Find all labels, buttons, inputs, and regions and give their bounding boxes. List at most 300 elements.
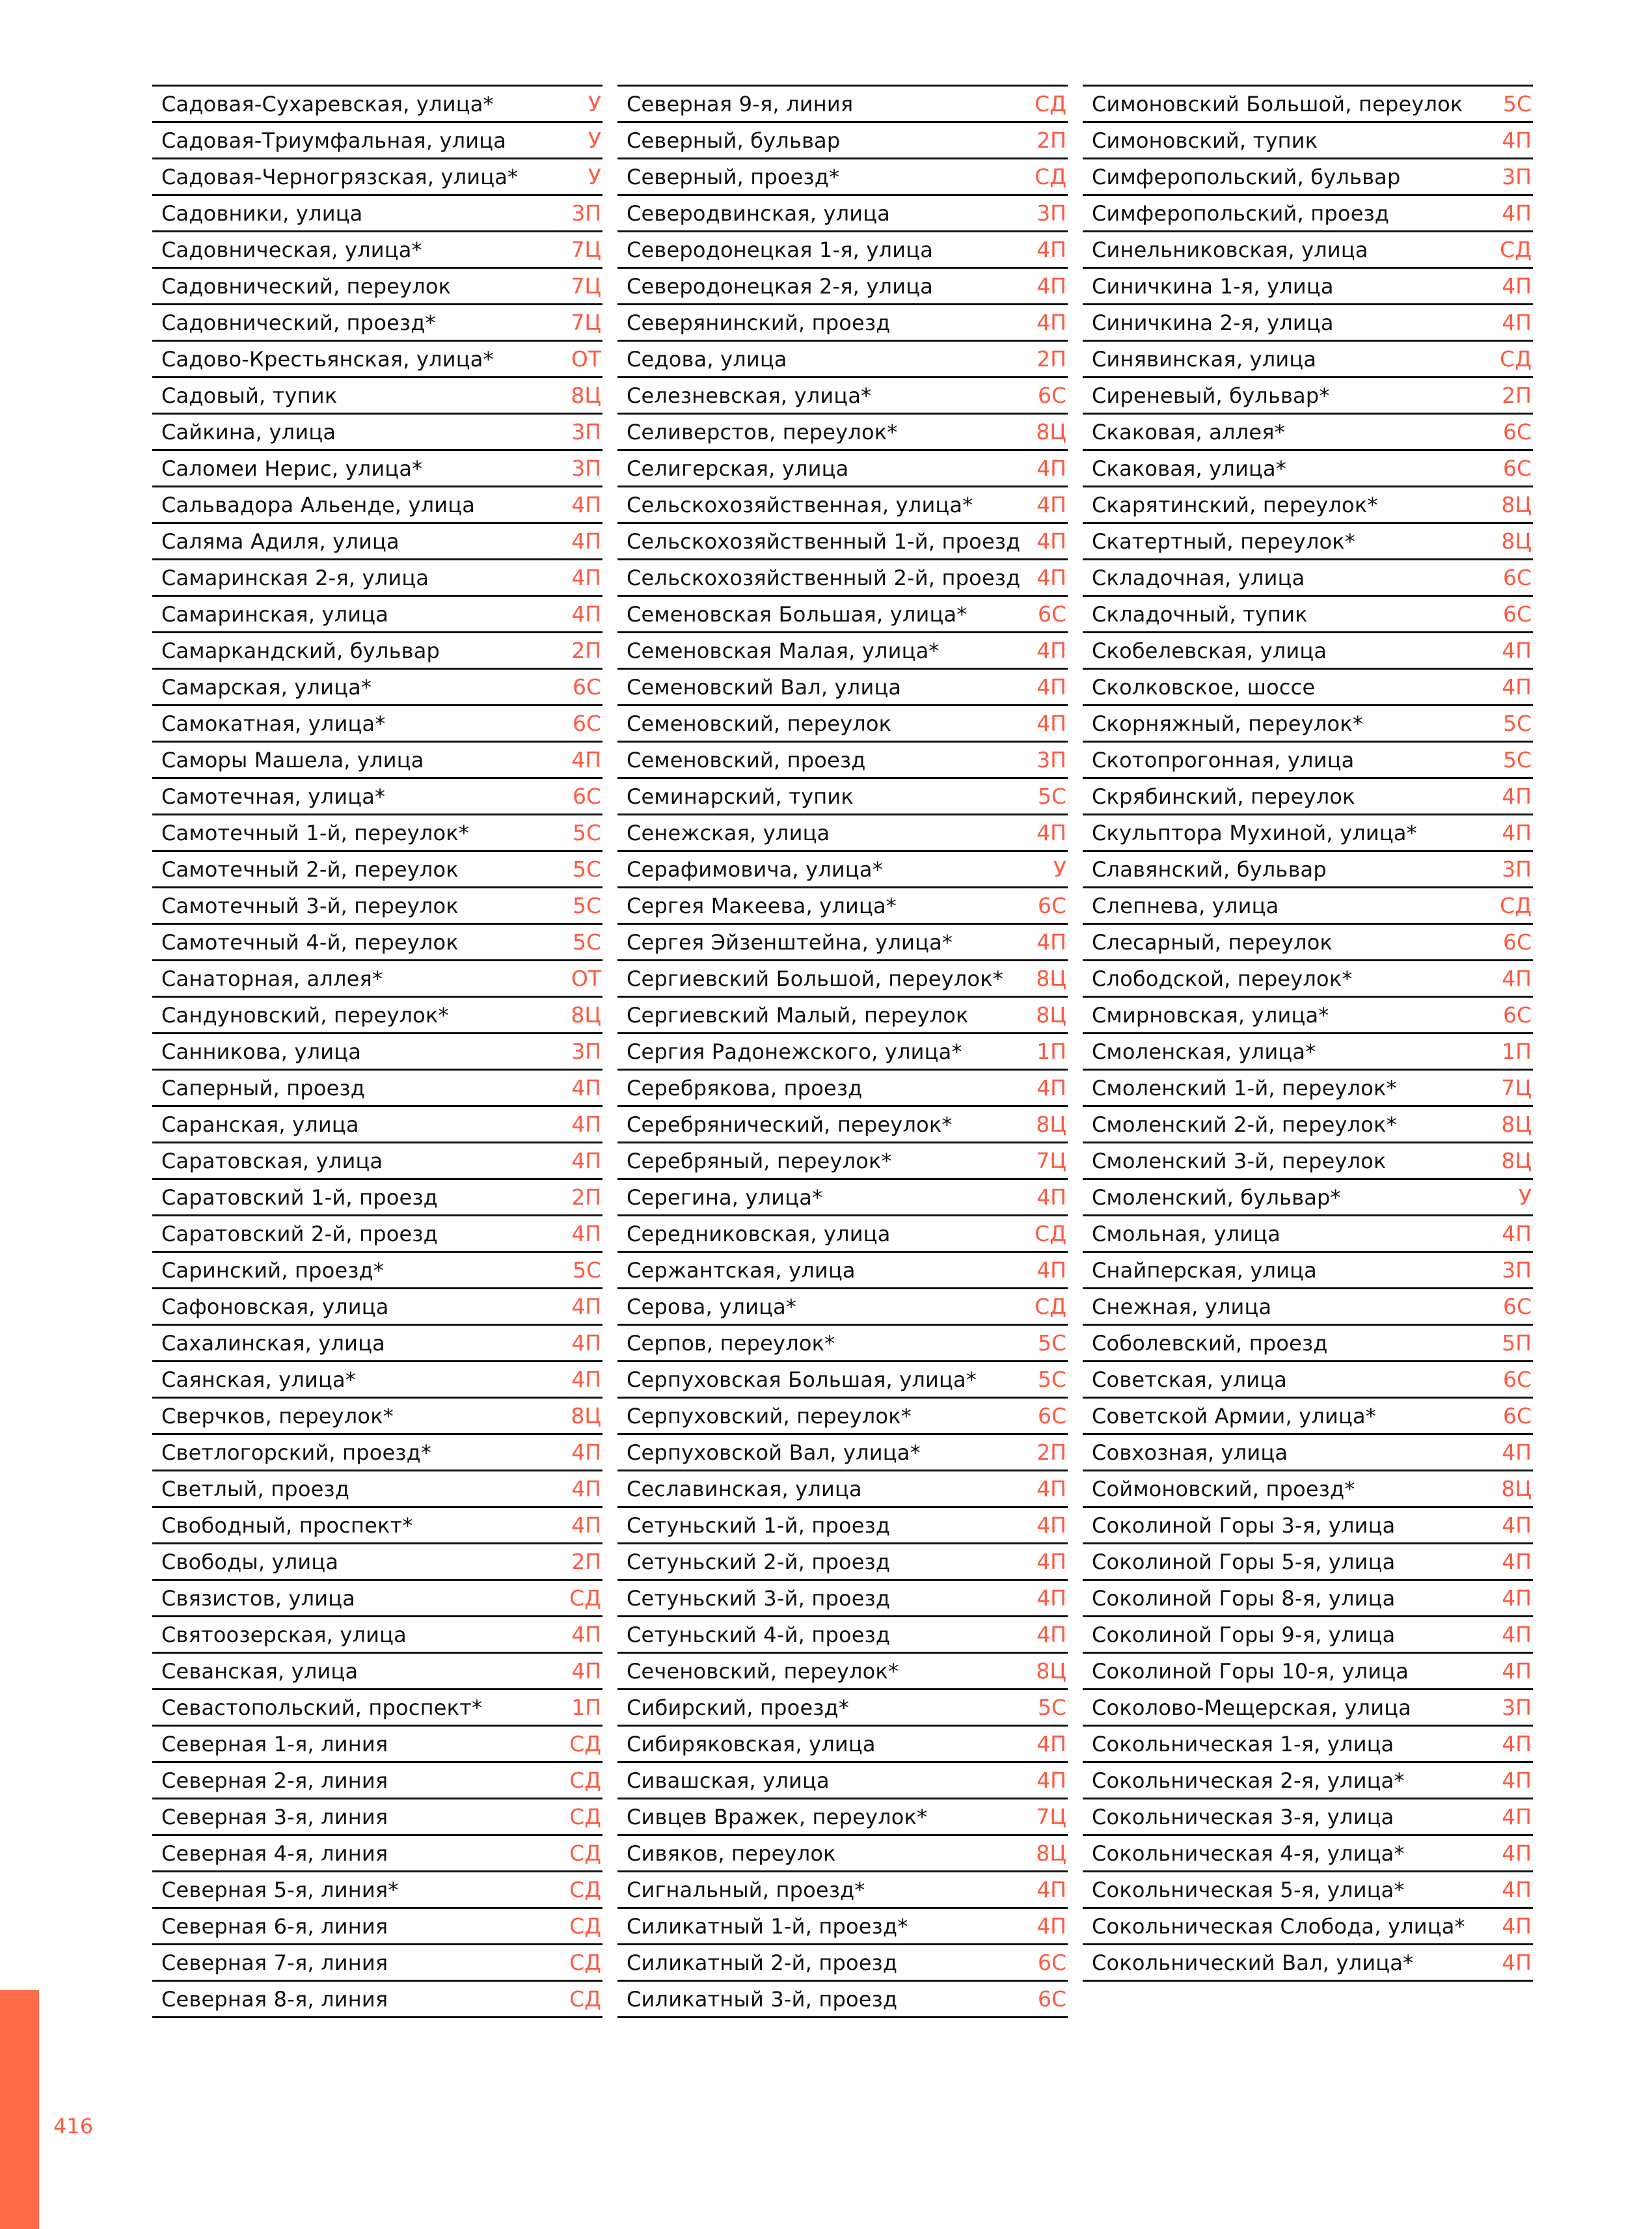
street-name: Северная 3-я, линия — [161, 1804, 388, 1829]
street-index-column-3 — [1083, 85, 1533, 1980]
map-zone-code: 4П — [1502, 1585, 1532, 1611]
street-name: Сокольнический Вал, улица* — [1092, 1950, 1414, 1975]
street-name: Смоленский, бульвар* — [1092, 1184, 1341, 1210]
street-name: Соколиной Горы 5-я, улица — [1092, 1549, 1396, 1574]
street-name: Самотечная, улица* — [161, 784, 386, 809]
map-zone-code: 3П — [1502, 856, 1532, 882]
map-zone-code: 5С — [1037, 1367, 1066, 1392]
street-name: Святоозерская, улица — [161, 1622, 407, 1647]
street-entry — [617, 157, 1068, 196]
map-zone-code: 4П — [1502, 1221, 1532, 1246]
map-zone-code: 8Ц — [571, 383, 601, 408]
map-zone-code: 3П — [1502, 164, 1532, 189]
street-name: Северодвинская, улица — [627, 200, 891, 226]
street-name: Смоленский 2-й, переулок* — [1092, 1112, 1397, 1137]
street-name: Сибиряковская, улица — [627, 1731, 876, 1757]
street-name: Складочная, улица — [1092, 565, 1305, 590]
street-name: Селиверстов, переулок* — [627, 419, 898, 444]
street-name: Саперный, проезд — [161, 1075, 366, 1101]
street-name: Сокольническая 4-я, улица* — [1092, 1840, 1405, 1866]
map-zone-code: 4П — [1502, 1512, 1532, 1538]
map-zone-code: СД — [1035, 91, 1066, 116]
street-entry — [152, 777, 603, 815]
map-zone-code: 2П — [1036, 346, 1066, 372]
street-entry — [152, 959, 603, 998]
street-name: Самотечный 4-й, переулок — [161, 929, 459, 955]
street-entry — [1083, 741, 1533, 779]
street-entry — [152, 1324, 603, 1362]
street-name: Саранская, улица — [161, 1112, 359, 1137]
street-name: Северная 7-я, линия — [161, 1950, 388, 1975]
street-name: Садовнический, проезд* — [161, 310, 436, 335]
street-name: Садово-Крестьянская, улица* — [161, 346, 494, 372]
map-zone-code: 4П — [1036, 492, 1066, 517]
street-name: Северная 5-я, линия* — [161, 1877, 399, 1902]
map-zone-code: 4П — [571, 747, 601, 773]
map-zone-code: 4П — [1036, 674, 1066, 700]
map-zone-code: 6С — [1502, 1002, 1532, 1028]
street-entry — [1083, 85, 1533, 123]
street-name: Славянский, бульвар — [1092, 856, 1327, 882]
street-name: Связистов, улица — [161, 1585, 356, 1611]
map-zone-code: СД — [569, 1913, 601, 1939]
map-zone-code: 4П — [1036, 310, 1066, 335]
street-name: Садовая-Триумфальная, улица — [161, 128, 507, 153]
map-zone-code: 4П — [1502, 966, 1532, 991]
street-entry — [152, 1798, 603, 1836]
map-zone-code: 5С — [572, 893, 601, 918]
street-entry — [1083, 1105, 1533, 1143]
map-zone-code: 5С — [1502, 91, 1532, 116]
street-entry — [617, 1579, 1068, 1617]
street-entry — [1083, 340, 1533, 378]
street-name: Складочный, тупик — [1092, 601, 1308, 627]
street-name: Саляма Адиля, улица — [161, 528, 399, 554]
street-entry — [617, 959, 1068, 998]
street-entry — [617, 1360, 1068, 1399]
map-zone-code: 4П — [1502, 128, 1532, 153]
street-entry — [1083, 996, 1533, 1034]
street-name: Селезневская, улица* — [627, 383, 872, 408]
map-zone-code: СД — [569, 1950, 601, 1975]
street-entry — [152, 413, 603, 451]
street-entry — [152, 85, 603, 123]
street-name: Симоновский, тупик — [1092, 128, 1318, 153]
street-entry — [617, 631, 1068, 670]
street-entry — [1083, 1178, 1533, 1216]
street-name: Садовники, улица — [161, 200, 363, 226]
street-name: Саратовский 2-й, проезд — [161, 1221, 438, 1246]
street-entry — [1083, 1725, 1533, 1763]
map-zone-code: 4П — [571, 1622, 601, 1647]
street-entry — [617, 1615, 1068, 1654]
map-zone-code: У — [1053, 856, 1066, 882]
street-entry — [617, 1433, 1068, 1471]
map-zone-code: 5С — [1037, 784, 1066, 809]
page-edge-marker — [0, 1990, 39, 2229]
street-name: Сивяков, переулок — [627, 1840, 836, 1866]
map-zone-code: 6С — [572, 784, 601, 809]
street-name: Серпуховский, переулок* — [627, 1403, 912, 1429]
street-name: Совхозная, улица — [1092, 1440, 1288, 1465]
street-name: Силикатный 2-й, проезд — [627, 1950, 898, 1975]
street-entry — [1083, 850, 1533, 888]
map-zone-code: СД — [1500, 346, 1532, 372]
map-zone-code: 3П — [571, 419, 601, 444]
street-entry — [1083, 959, 1533, 998]
map-zone-code: 4П — [571, 1658, 601, 1684]
map-zone-code: 2П — [1502, 383, 1532, 408]
street-entry — [152, 704, 603, 743]
map-zone-code: У — [588, 128, 601, 153]
street-entry — [152, 1579, 603, 1617]
street-entry — [617, 485, 1068, 524]
map-zone-code: 4П — [1502, 310, 1532, 335]
street-entry — [617, 923, 1068, 961]
street-name: Сенежская, улица — [627, 820, 830, 845]
street-entry — [1083, 157, 1533, 196]
street-entry — [1083, 558, 1533, 597]
street-name: Скаковая, улица* — [1092, 456, 1287, 481]
map-zone-code: 4П — [1036, 237, 1066, 262]
street-name: Скрябинский, переулок — [1092, 784, 1355, 809]
street-name: Середниковская, улица — [627, 1221, 891, 1246]
street-entry — [152, 886, 603, 925]
street-name: Синявинская, улица — [1092, 346, 1317, 372]
map-zone-code: 8Ц — [1501, 528, 1532, 554]
map-zone-code: 6С — [1037, 1986, 1066, 2012]
street-entry — [1083, 1069, 1533, 1107]
street-name: Скульптора Мухиной, улица* — [1092, 820, 1417, 845]
street-name: Сверчков, переулок* — [161, 1403, 394, 1429]
street-name: Симоновский Большой, переулок — [1092, 91, 1463, 116]
street-name: Советская, улица — [1092, 1367, 1288, 1392]
street-entry — [1083, 1542, 1533, 1581]
map-zone-code: 4П — [1036, 1476, 1066, 1501]
map-zone-code: 5П — [1502, 1330, 1532, 1356]
street-entry — [617, 267, 1068, 305]
map-zone-code: 4П — [571, 1512, 601, 1538]
map-zone-code: 4П — [571, 1330, 601, 1356]
street-entry — [152, 1214, 603, 1253]
street-name: Сельскохозяйственный 2-й, проезд — [627, 565, 1021, 590]
street-name: Северная 9-я, линия — [627, 91, 854, 116]
street-name: Сахалинская, улица — [161, 1330, 385, 1356]
map-zone-code: 2П — [1036, 128, 1066, 153]
street-entry — [1083, 303, 1533, 342]
map-zone-code: 4П — [1502, 1840, 1532, 1866]
map-zone-code: 4П — [1502, 1622, 1532, 1647]
map-zone-code: 7Ц — [1501, 1075, 1532, 1101]
street-entry — [617, 1397, 1068, 1435]
street-entry — [152, 923, 603, 961]
street-name: Серебрякова, проезд — [627, 1075, 863, 1101]
map-zone-code: У — [1518, 1184, 1532, 1210]
street-name: Самокатная, улица* — [161, 711, 386, 736]
street-name: Синичкина 2-я, улица — [1092, 310, 1334, 335]
street-entry — [617, 1470, 1068, 1508]
street-name: Седова, улица — [627, 346, 787, 372]
map-zone-code: 6С — [572, 711, 601, 736]
street-entry — [152, 558, 603, 597]
street-entry — [617, 85, 1068, 123]
map-zone-code: СД — [569, 1768, 601, 1793]
map-zone-code: 1П — [1502, 1039, 1532, 1064]
street-name: Сержантская, улица — [627, 1257, 856, 1283]
map-zone-code: 7Ц — [1036, 1804, 1066, 1829]
map-zone-code: 4П — [1502, 1658, 1532, 1684]
map-zone-code: 2П — [571, 1184, 601, 1210]
map-zone-code: 1П — [1036, 1039, 1066, 1064]
street-name: Саломеи Нерис, улица* — [161, 456, 423, 481]
map-zone-code: 4П — [1036, 1075, 1066, 1101]
street-entry — [1083, 1798, 1533, 1836]
map-zone-code: СД — [569, 1986, 601, 2012]
street-name: Семеновский, проезд — [627, 747, 866, 773]
street-name: Скаковая, аллея* — [1092, 419, 1285, 444]
street-name: Соколиной Горы 8-я, улица — [1092, 1585, 1396, 1611]
street-entry — [617, 1870, 1068, 1909]
street-entry — [1083, 267, 1533, 305]
street-entry — [1083, 1688, 1533, 1727]
street-name: Симферопольский, бульвар — [1092, 164, 1401, 189]
street-entry — [617, 1652, 1068, 1690]
street-entry — [152, 741, 603, 779]
street-entry — [1083, 1470, 1533, 1508]
street-name: Серебрянический, переулок* — [627, 1112, 953, 1137]
map-zone-code: СД — [569, 1804, 601, 1829]
map-zone-code: 2П — [1036, 1440, 1066, 1465]
street-entry — [1083, 1142, 1533, 1180]
map-zone-code: 5С — [572, 1257, 601, 1283]
street-entry — [152, 340, 603, 378]
street-entry — [1083, 485, 1533, 524]
street-name: Саморы Машела, улица — [161, 747, 424, 773]
street-entry — [152, 850, 603, 888]
street-entry — [152, 1652, 603, 1690]
street-entry — [1083, 413, 1533, 451]
map-zone-code: 6С — [1502, 456, 1532, 481]
street-entry — [1083, 814, 1533, 852]
map-zone-code: 2П — [571, 638, 601, 663]
street-entry — [152, 1105, 603, 1143]
street-entry — [152, 1360, 603, 1399]
map-zone-code: 7Ц — [1036, 1148, 1066, 1173]
map-zone-code: 6С — [1037, 1950, 1066, 1975]
street-entry — [617, 1069, 1068, 1107]
street-name: Соколиной Горы 10-я, улица — [1092, 1658, 1409, 1684]
map-zone-code: 8Ц — [1036, 1002, 1066, 1028]
street-name: Сибирский, проезд* — [627, 1695, 850, 1720]
street-name: Семеновский Вал, улица — [627, 674, 902, 700]
map-zone-code: 4П — [1036, 1877, 1066, 1902]
street-entry — [1083, 1907, 1533, 1945]
street-entry — [1083, 1652, 1533, 1690]
street-entry — [617, 1287, 1068, 1326]
street-entry — [1083, 1834, 1533, 1872]
street-entry — [152, 194, 603, 232]
street-entry — [152, 1069, 603, 1107]
map-zone-code: 4П — [1502, 1768, 1532, 1793]
street-name: Самотечный 2-й, переулок — [161, 856, 459, 882]
street-name: Смирновская, улица* — [1092, 1002, 1329, 1028]
street-entry — [617, 194, 1068, 232]
map-zone-code: 6С — [1502, 1367, 1532, 1392]
street-name: Садовая-Сухаревская, улица* — [161, 91, 494, 116]
street-name: Смоленский 3-й, переулок — [1092, 1148, 1387, 1173]
map-zone-code: 4П — [571, 492, 601, 517]
street-name: Северодонецкая 1-я, улица — [627, 237, 933, 262]
map-zone-code: 4П — [1036, 1257, 1066, 1283]
street-name: Сандуновский, переулок* — [161, 1002, 449, 1028]
map-zone-code: 6С — [572, 674, 601, 700]
map-zone-code: 5С — [572, 856, 601, 882]
map-zone-code: 4П — [1502, 1549, 1532, 1574]
street-name: Смоленский 1-й, переулок* — [1092, 1075, 1397, 1101]
map-zone-code: 8Ц — [1036, 419, 1066, 444]
street-entry — [152, 449, 603, 487]
street-name: Садовый, тупик — [161, 383, 338, 408]
street-entry — [617, 340, 1068, 378]
street-entry — [617, 814, 1068, 852]
street-name: Сергея Макеева, улица* — [627, 893, 897, 918]
map-zone-code: 4П — [1036, 456, 1066, 481]
street-entry — [152, 814, 603, 852]
street-name: Смоленская, улица* — [1092, 1039, 1316, 1064]
map-zone-code: 4П — [571, 1440, 601, 1465]
street-entry — [152, 996, 603, 1034]
map-zone-code: 5С — [1502, 711, 1532, 736]
street-name: Северный, проезд* — [627, 164, 840, 189]
street-name: Сигнальный, проезд* — [627, 1877, 865, 1902]
map-zone-code: 4П — [571, 1148, 601, 1173]
map-zone-code: 6С — [1502, 1403, 1532, 1429]
map-zone-code: 6С — [1037, 601, 1066, 627]
street-name: Соймоновский, проезд* — [1092, 1476, 1355, 1501]
map-zone-code: 5С — [572, 929, 601, 955]
street-entry — [1083, 522, 1533, 560]
map-zone-code: 4П — [1502, 784, 1532, 809]
street-name: Соболевский, проезд — [1092, 1330, 1328, 1356]
street-name: Светлогорский, проезд* — [161, 1440, 432, 1465]
street-name: Смольная, улица — [1092, 1221, 1281, 1246]
map-zone-code: 4П — [571, 1075, 601, 1101]
street-entry — [617, 741, 1068, 779]
street-name: Санаторная, аллея* — [161, 966, 383, 991]
map-zone-code: 4П — [1502, 820, 1532, 845]
map-zone-code: 4П — [1502, 1950, 1532, 1975]
street-entry — [1083, 777, 1533, 815]
map-zone-code: 6С — [1502, 1294, 1532, 1319]
street-name: Северная 8-я, линия — [161, 1986, 388, 2012]
street-name: Садовническая, улица* — [161, 237, 422, 262]
street-entry — [1083, 1214, 1533, 1253]
street-entry — [152, 230, 603, 269]
street-name: Селигерская, улица — [627, 456, 849, 481]
map-zone-code: 5С — [572, 820, 601, 845]
street-entry — [152, 1032, 603, 1071]
map-zone-code: СД — [1500, 893, 1532, 918]
map-zone-code: 4П — [571, 565, 601, 590]
street-entry — [152, 1251, 603, 1289]
street-name: Сиреневый, бульвар* — [1092, 383, 1330, 408]
street-entry — [152, 1542, 603, 1581]
street-entry — [617, 1032, 1068, 1071]
street-name: Скорняжный, переулок* — [1092, 711, 1363, 736]
street-name: Самаринская 2-я, улица — [161, 565, 429, 590]
street-name: Скобелевская, улица — [1092, 638, 1327, 663]
street-name: Свободы, улица — [161, 1549, 339, 1574]
map-zone-code: 4П — [1036, 638, 1066, 663]
street-name: Севастопольский, проспект* — [161, 1695, 483, 1720]
street-entry — [152, 1870, 603, 1909]
map-zone-code: 8Ц — [1036, 1112, 1066, 1137]
street-name: Советской Армии, улица* — [1092, 1403, 1377, 1429]
map-zone-code: 4П — [1502, 1877, 1532, 1902]
street-name: Севанская, улица — [161, 1658, 359, 1684]
map-zone-code: 4П — [1502, 1731, 1532, 1757]
street-name: Слепнева, улица — [1092, 893, 1279, 918]
map-zone-code: 4П — [571, 601, 601, 627]
map-zone-code: 4П — [1036, 1913, 1066, 1939]
map-zone-code: 3П — [1036, 200, 1066, 226]
street-entry — [617, 449, 1068, 487]
street-entry — [617, 996, 1068, 1034]
street-entry — [1083, 230, 1533, 269]
street-name: Слободской, переулок* — [1092, 966, 1353, 991]
street-name: Северянинский, проезд — [627, 310, 891, 335]
map-zone-code: 4П — [1036, 565, 1066, 590]
street-entry — [152, 1470, 603, 1508]
street-name: Саратовская, улица — [161, 1148, 383, 1173]
street-name: Сивашская, улица — [627, 1768, 830, 1793]
map-zone-code: 4П — [1036, 1512, 1066, 1538]
street-entry — [1083, 194, 1533, 232]
map-zone-code: 7Ц — [571, 237, 601, 262]
street-entry — [617, 1324, 1068, 1362]
street-name: Сальвадора Альенде, улица — [161, 492, 476, 517]
map-zone-code: 4П — [1036, 929, 1066, 955]
map-zone-code: 4П — [571, 1112, 601, 1137]
map-zone-code: 4П — [1502, 674, 1532, 700]
street-name: Сокольническая 3-я, улица — [1092, 1804, 1394, 1829]
street-entry — [617, 303, 1068, 342]
map-zone-code: 4П — [1502, 273, 1532, 299]
page-number: 416 — [53, 2114, 94, 2139]
street-name: Семинарский, тупик — [627, 784, 854, 809]
street-name: Соколиной Горы 3-я, улица — [1092, 1512, 1396, 1538]
map-zone-code: 1П — [571, 1695, 601, 1720]
street-name: Снайперская, улица — [1092, 1257, 1317, 1283]
street-entry — [1083, 1870, 1533, 1909]
street-entry — [617, 886, 1068, 925]
street-entry — [152, 1688, 603, 1727]
street-entry — [617, 1542, 1068, 1581]
street-entry — [1083, 668, 1533, 706]
street-name: Сергиевский Большой, переулок* — [627, 966, 1003, 991]
street-name: Семеновская Малая, улица* — [627, 638, 940, 663]
street-entry — [1083, 1287, 1533, 1326]
street-entry — [152, 522, 603, 560]
map-zone-code: У — [588, 91, 601, 116]
map-zone-code: 7Ц — [571, 310, 601, 335]
street-name: Серегина, улица* — [627, 1184, 823, 1210]
street-index-column-2 — [617, 85, 1068, 2016]
street-entry — [617, 1980, 1068, 2018]
street-entry — [617, 850, 1068, 888]
map-zone-code: 4П — [1036, 528, 1066, 554]
street-name: Серпов, переулок* — [627, 1330, 835, 1356]
